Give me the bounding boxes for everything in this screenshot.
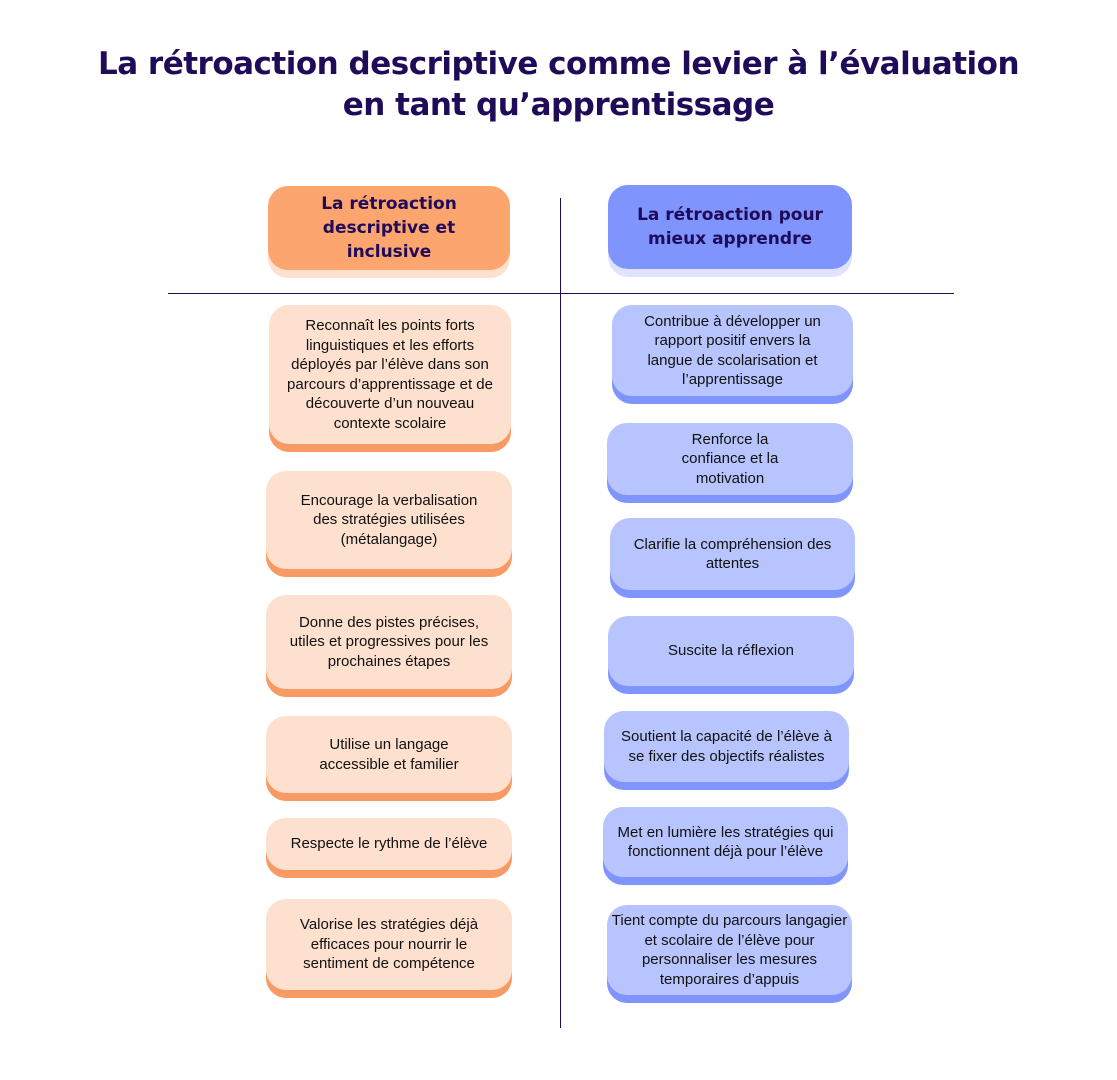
left-item-recognizes-strengths: Reconnaît les points forts linguistiques et les efforts déployés par l’élève dans son parcours d’apprentissage et de découverte d’un nouveau contexte scolaire	[269, 305, 511, 444]
right-item-objectives: Soutient la capacité de l’élève à se fixer des objectifs réalistes	[604, 711, 849, 782]
right-item-reflection: Suscite la réflexion	[608, 616, 854, 686]
left-item-respects-rhythm: Respecte le rythme de l’élève	[266, 818, 512, 870]
left-item-verbalisation: Encourage la verbalisation des stratégies utilisées (métalangage)	[266, 471, 512, 569]
right-item-confidence: Renforce la confiance et la motivation	[607, 423, 853, 495]
column-divider	[560, 198, 561, 1028]
right-item-working-strategies: Met en lumière les stratégies qui fonctionnent déjà pour l’élève	[603, 807, 848, 877]
title-line-1: La rétroaction descriptive comme levier à l’évaluation	[97, 46, 1020, 82]
page-title	[0, 44, 1117, 126]
left-item-accessible-language: Utilise un langage accessible et familier	[266, 716, 512, 793]
left-item-valorise-strategies: Valorise les stratégies déjà efficaces pour nourrir le sentiment de compétence	[266, 899, 512, 990]
header-divider	[168, 293, 954, 294]
right-item-personalise-support: Tient compte du parcours langagier et scolaire de l’élève pour personnaliser les mesures temporaires d’appuis	[607, 905, 852, 995]
left-item-precise-tracks: Donne des pistes précises, utiles et progressives pour les prochaines étapes	[266, 595, 512, 689]
right-item-clarifies-expectations: Clarifie la compréhension des attentes	[610, 518, 855, 590]
right-column-header: La rétroaction pour mieux apprendre	[608, 185, 852, 269]
right-item-positive-relationship: Contribue à développer un rapport positif envers la langue de scolarisation et l’apprentissage	[612, 305, 853, 396]
left-column-header: La rétroaction descriptive et inclusive	[268, 186, 510, 270]
title-line-2: en tant qu’apprentissage	[342, 87, 775, 123]
